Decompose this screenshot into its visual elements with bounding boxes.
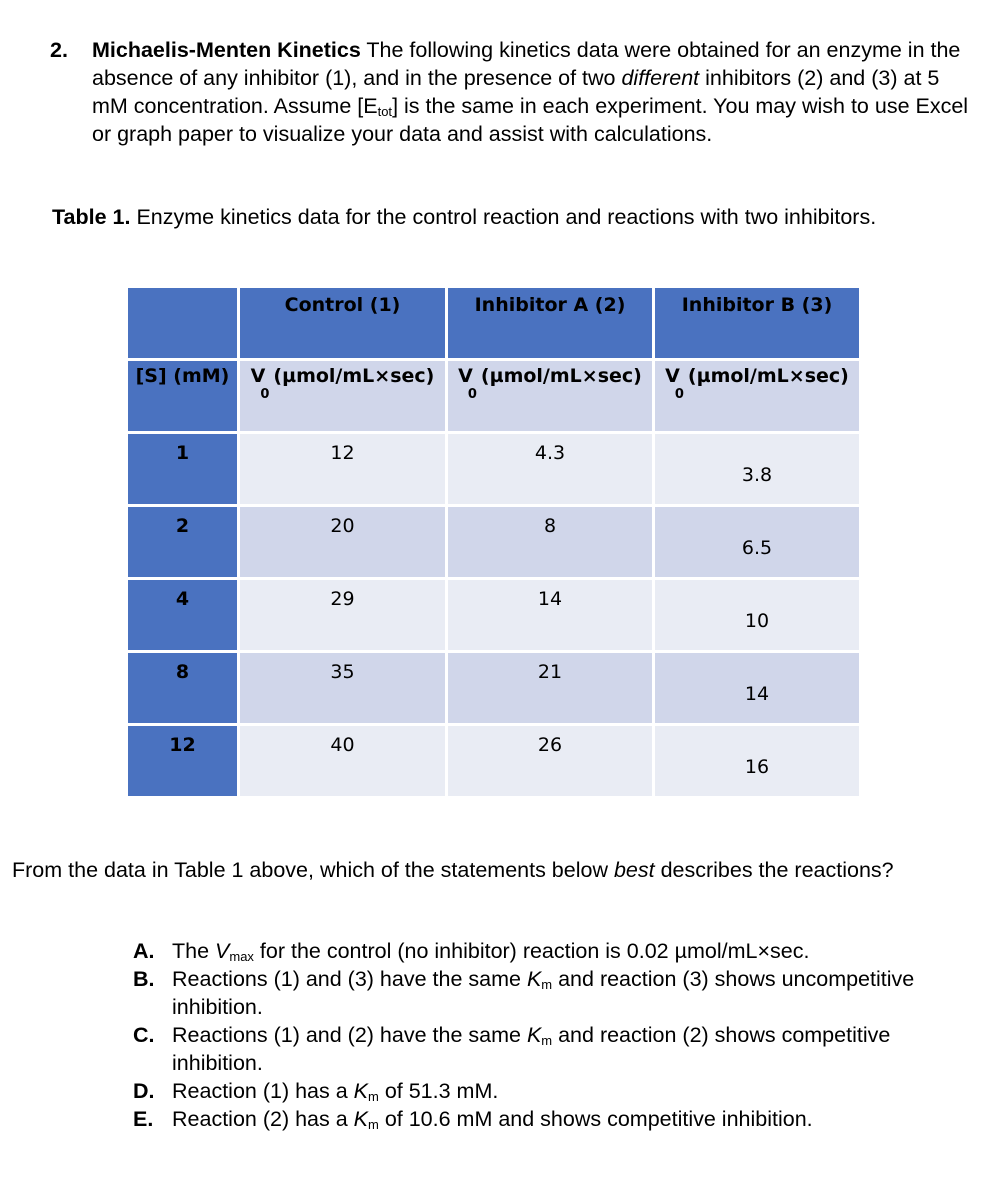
inhibitor-b-cell: 16 bbox=[654, 725, 861, 798]
question-block bbox=[50, 36, 970, 148]
inhibitor-b-cell: 3.8 bbox=[654, 433, 861, 506]
table-row bbox=[127, 433, 861, 506]
table-row bbox=[127, 579, 861, 652]
option-e[interactable]: E. Reaction (2) has a $K_m$ of 10.6 mM and shows competitive inhibition. bbox=[133, 1107, 813, 1132]
answer-options bbox=[133, 937, 933, 1133]
table-unit-header-row bbox=[127, 360, 861, 433]
option-b[interactable]: B. Reactions (1) and (3) have the same $K_m$ and reaction (3) shows uncompetitive inhibition. bbox=[133, 967, 915, 1019]
kinetics-table bbox=[125, 285, 862, 799]
substrate-cell: 4 bbox=[127, 579, 239, 652]
question-emphasis: different bbox=[621, 66, 700, 90]
prompt-emphasis: best bbox=[613, 858, 655, 882]
control-cell: 40 bbox=[239, 725, 447, 798]
header-v0-inhibitor-a: $V_0(\mu mol/mL\times\sec)$ bbox=[447, 360, 654, 433]
option-letter: A. bbox=[133, 939, 155, 963]
control-cell: 20 bbox=[239, 506, 447, 579]
control-cell: 35 bbox=[239, 652, 447, 725]
inhibitor-a-cell: 14 bbox=[447, 579, 654, 652]
substrate-cell: 2 bbox=[127, 506, 239, 579]
option-letter: C. bbox=[133, 1023, 155, 1047]
header-inhibitor-b: Inhibitor B (3) bbox=[654, 287, 861, 360]
substrate-cell: 12 bbox=[127, 725, 239, 798]
option-letter: B. bbox=[133, 967, 155, 991]
option-d[interactable]: D. Reaction (1) has a $K_m$ of 51.3 mM. bbox=[133, 1079, 499, 1104]
header-v0-control: $V_0(\mu mol/mL\times\sec)$ bbox=[239, 360, 447, 433]
table-row bbox=[127, 652, 861, 725]
control-cell: 12 bbox=[239, 433, 447, 506]
option-c[interactable]: C. Reactions (1) and (2) have the same $K_m$ and reaction (2) shows competitive inhibition. bbox=[133, 1023, 891, 1075]
inhibitor-a-cell: 8 bbox=[447, 506, 654, 579]
substrate-cell: 8 bbox=[127, 652, 239, 725]
header-control: Control (1) bbox=[239, 287, 447, 360]
table-group-header-row bbox=[127, 287, 861, 360]
question-number: 2. bbox=[50, 38, 68, 62]
etot-subscript: tot bbox=[377, 104, 393, 119]
inhibitor-a-cell: 26 bbox=[447, 725, 654, 798]
control-cell: 29 bbox=[239, 579, 447, 652]
header-inhibitor-a: Inhibitor A (2) bbox=[447, 287, 654, 360]
inhibitor-a-cell: 4.3 bbox=[447, 433, 654, 506]
question-title: Michaelis-Menten Kinetics bbox=[92, 38, 361, 62]
option-letter: E. bbox=[133, 1107, 154, 1131]
inhibitor-b-cell: 6.5 bbox=[654, 506, 861, 579]
table-row bbox=[127, 725, 861, 798]
inhibitor-b-cell: 14 bbox=[654, 652, 861, 725]
option-letter: D. bbox=[133, 1079, 155, 1103]
table-caption-label: Table 1. bbox=[52, 205, 131, 229]
header-empty-cell bbox=[127, 287, 239, 360]
question-text-1: The following kinetics data were obtained for an enzyme in the absence of any inhibitor (1), and in the presence of two bbox=[92, 38, 961, 90]
substrate-cell: 1 bbox=[127, 433, 239, 506]
table-caption-text: Enzyme kinetics data for the control reaction and reactions with two inhibitors. bbox=[130, 205, 877, 229]
option-a[interactable]: A. The $V_{max}$ for the control (no inhibitor) reaction is 0.02 µmol/mL×sec. bbox=[133, 939, 810, 964]
table-caption bbox=[52, 203, 932, 231]
question-body bbox=[92, 36, 970, 148]
table-row bbox=[127, 506, 861, 579]
inhibitor-a-cell: 21 bbox=[447, 652, 654, 725]
prompt-text: From the data in Table 1 above, which of the statements below best describes the reactions? bbox=[12, 858, 894, 882]
header-v0-inhibitor-b: $V_0(\mu mol/mL\times\sec)$ bbox=[654, 360, 861, 433]
question-text-2: inhibitors (2) and (3) at 5 mM concentration. Assume [E bbox=[92, 66, 940, 118]
inhibitor-b-cell: 10 bbox=[654, 579, 861, 652]
question-text-3: ] is the same in each experiment. You may wish to use Excel or graph paper to visualize your data and assist with calculations. bbox=[92, 94, 969, 146]
header-substrate: [S] (mM) bbox=[127, 360, 239, 433]
